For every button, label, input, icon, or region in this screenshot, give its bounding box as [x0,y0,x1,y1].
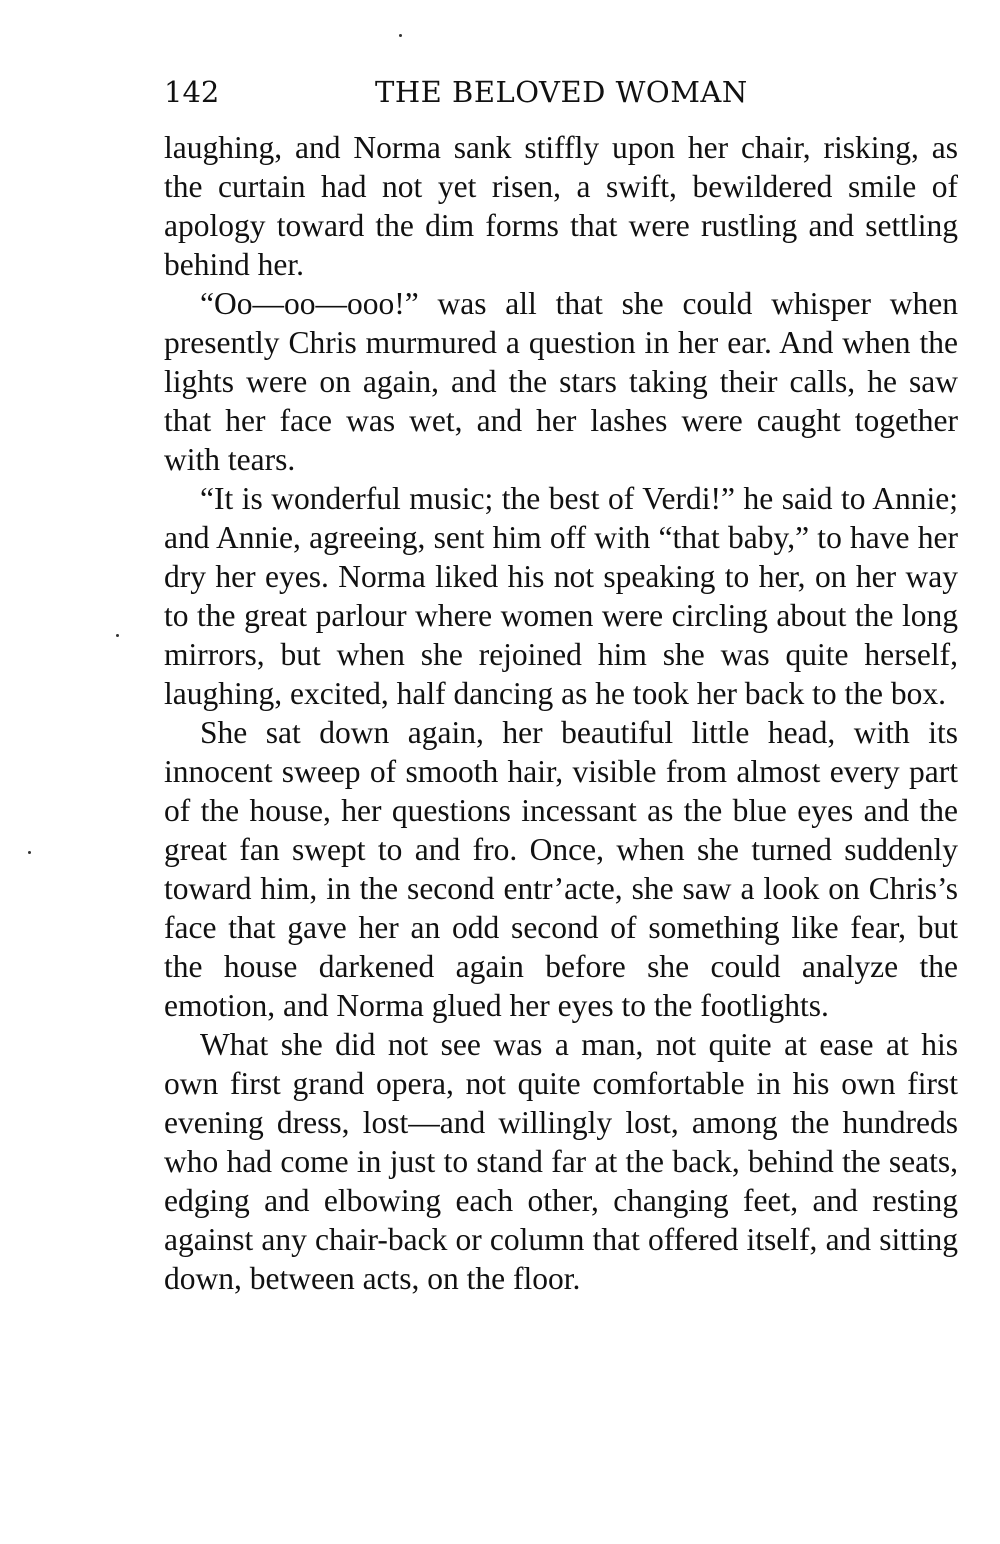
running-title: THE BELOVED WOMAN [375,75,748,109]
paragraph: “It is wonderful music; the best of Verdi!” he said to Annie; and Annie, agreeing, sent him off with “that baby,” to have her dry her eyes. Norma liked his not speaking to her, on her way to the great parlour where women were circling about the long mirrors, but when she rejoined him she was quite herself, laughing, excited, half dancing as he took her back to the box. [164,481,958,711]
paragraph: She sat down again, her beautiful little head, with its innocent sweep of smooth hair, visible from almost every part of the house, her questions incessant as the blue eyes and the great fan swept to and fro. Once, when she turned suddenly toward him, in the second entr’acte, she saw a look on Chris’s face that gave her an odd second of something like fear, but the house darkened again before she could analyze the emotion, and Norma glued her eyes to the footlights. [164,715,958,1023]
print-speck [28,851,31,854]
paragraph: “Oo—oo—ooo!” was all that she could whisper when presently Chris murmured a question in her ear. And when the lights were on again, and the stars taking their calls, he saw that her face was wet, and her lashes were caught together with tears. [164,286,958,477]
print-speck [116,634,119,637]
print-speck [399,34,402,37]
paragraph-continued: laughing, and Norma sank stiffly upon her chair, risking, as the curtain had not yet risen, a swift, bewildered smile of apology toward the dim forms that were rustling and settling behind her. [164,130,958,282]
text-body [164,128,958,1298]
page-number: 142 [164,75,220,109]
running-head [164,70,960,114]
paragraph: What she did not see was a man, not quite at ease at his own first grand opera, not quite comfortable in his own first evening dress, lost—and willingly lost, among the hundreds who had come in just to stand far at the back, behind the seats, edging and elbowing each other, changing feet, and resting against any chair-back or column that offered itself, and sitting down, between acts, on the floor. [164,1027,958,1296]
